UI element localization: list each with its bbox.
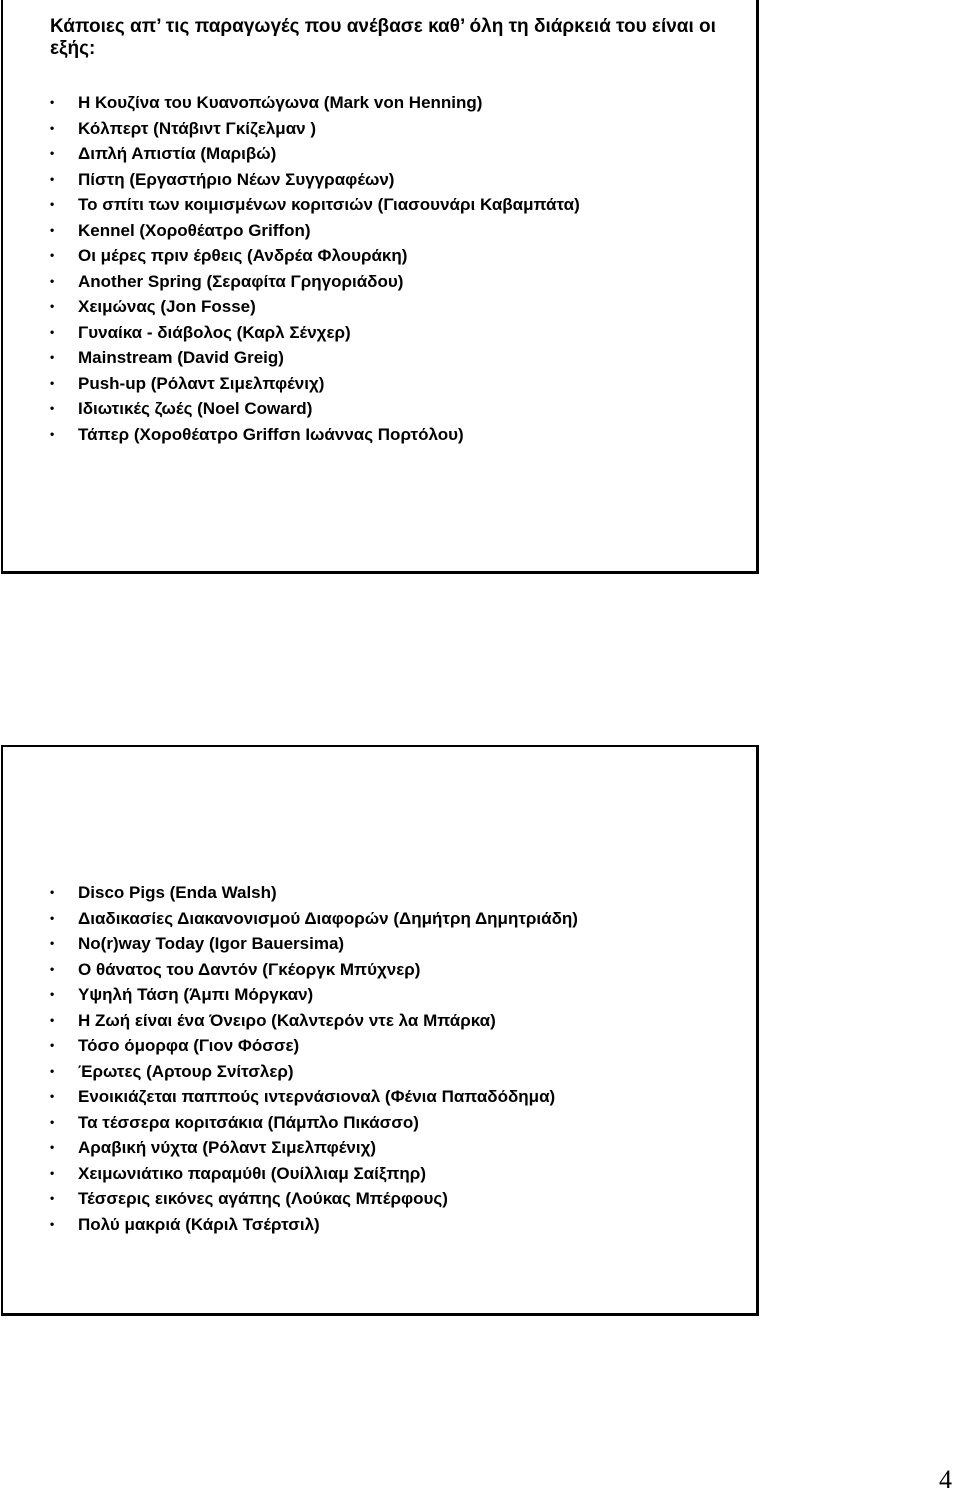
list-item — [50, 931, 578, 957]
bullet-icon: • — [50, 1038, 55, 1052]
list-item-text: Η Ζωή είναι ένα Όνειρο (Καλντερόν ντε λα Μπάρκα) — [78, 1010, 496, 1030]
bullet-icon: • — [50, 197, 55, 211]
bullet-icon: • — [50, 1191, 55, 1205]
list-item — [50, 90, 580, 116]
list-item — [50, 294, 580, 320]
list-item — [50, 422, 580, 448]
bullet-icon: • — [50, 1063, 55, 1078]
bullet-icon: • — [50, 1012, 55, 1027]
list-item — [50, 880, 578, 906]
list-item — [50, 345, 580, 371]
list-item-text: Ενοικιάζεται παππούς ιντερνάσιοναλ (Φένια Παπαδόδημα) — [78, 1087, 556, 1106]
bullet-icon: • — [50, 961, 55, 976]
bullet-icon: • — [50, 1140, 55, 1154]
list-item — [50, 192, 580, 218]
bullet-icon: • — [50, 95, 55, 109]
list-item-text: Χειμωνιάτικο παραμύθι (Ουίλλιαμ Σαίξπηρ) — [78, 1163, 426, 1183]
list-item — [50, 1008, 578, 1034]
list-item-text: Έρωτες (Αρτουρ Σνίτσλερ) — [78, 1061, 294, 1081]
list-item — [50, 982, 578, 1008]
list-item-text: Χειμώνας (Jon Fosse) — [78, 297, 256, 316]
bullet-icon: • — [50, 910, 55, 925]
list-item — [50, 396, 580, 422]
bullet-icon: • — [50, 273, 55, 288]
bullet-icon: • — [50, 299, 55, 313]
bullet-icon: • — [50, 222, 55, 237]
list-item-text: Πολύ μακριά (Κάριλ Τσέρτσιλ) — [78, 1214, 320, 1234]
list-item-text: Kennel (Χοροθέατρο Griffon) — [78, 220, 311, 240]
bullet-icon: • — [50, 120, 55, 135]
list-item — [50, 906, 578, 932]
bullet-icon: • — [50, 885, 55, 899]
list-item-text: Η Κουζίνα του Κυανοπώγωνα (Mark von Henning) — [78, 93, 483, 112]
productions-list — [50, 90, 580, 447]
list-item — [50, 1084, 578, 1110]
list-item-text: Ο θάνατος του Δαντόν (Γκέοργκ Μπύχνερ) — [78, 959, 421, 979]
bullet-icon: • — [50, 1089, 55, 1103]
bullet-icon: • — [50, 987, 55, 1001]
list-item — [50, 141, 580, 167]
list-item-text: Γυναίκα - διάβολος (Καρλ Σένχερ) — [78, 322, 351, 342]
bullet-icon: • — [50, 1165, 55, 1180]
bullet-icon: • — [50, 936, 55, 950]
list-item-text: Disco Pigs (Enda Walsh) — [78, 883, 277, 902]
bullet-icon: • — [50, 1216, 55, 1231]
list-item-text: Το σπίτι των κοιμισμένων κοριτσιών (Γιασουνάρι Καβαμπάτα) — [78, 195, 580, 214]
list-item — [50, 320, 580, 346]
list-item — [50, 1110, 578, 1136]
list-item — [50, 957, 578, 983]
list-item-text: Τάπερ (Χοροθέατρο Griffσn Ιωάννας Πορτόλου) — [78, 424, 464, 444]
bullet-icon: • — [50, 1114, 55, 1129]
bullet-icon: • — [50, 401, 55, 415]
bullet-icon: • — [50, 324, 55, 339]
slide-title: Κάποιες απ’ τις παραγωγές που ανέβασε καθ’ όλη τη διάρκειά του είναι οι εξής: — [50, 16, 716, 59]
list-item-text: Push-up (Ρόλαντ Σιμελπφένιχ) — [78, 373, 325, 393]
list-item — [50, 1033, 578, 1059]
bullet-icon: • — [50, 375, 55, 390]
bullet-icon: • — [50, 248, 55, 262]
list-item — [50, 243, 580, 269]
list-item-text: Mainstream (David Greig) — [78, 348, 284, 367]
list-item — [50, 1212, 578, 1238]
list-item — [50, 218, 580, 244]
list-item-text: Τέσσερις εικόνες αγάπης (Λούκας Μπέρφους) — [78, 1189, 448, 1208]
list-item — [50, 116, 580, 142]
list-item-text: Τόσο όμορφα (Γιον Φόσσε) — [78, 1036, 300, 1055]
productions-list — [50, 880, 578, 1237]
list-item-text: Διπλή Απιστία (Μαριβώ) — [78, 144, 277, 163]
list-item-text: Πίστη (Εργαστήριο Νέων Συγγραφέων) — [78, 169, 395, 189]
bullet-icon: • — [50, 350, 55, 364]
list-item — [50, 1186, 578, 1212]
list-item — [50, 371, 580, 397]
list-item-text: Διαδικασίες Διακανονισμού Διαφορών (Δημήτρη Δημητριάδη) — [78, 908, 578, 928]
list-item-text: Τα τέσσερα κοριτσάκια (Πάμπλο Πικάσσο) — [78, 1112, 419, 1132]
list-item-text: Υψηλή Τάση (Άμπι Μόργκαν) — [78, 985, 314, 1004]
list-item-text: Ιδιωτικές ζωές (Noel Coward) — [78, 399, 313, 418]
list-item — [50, 1161, 578, 1187]
bullet-icon: • — [50, 426, 55, 441]
list-item-text: No(r)way Today (Igor Bauersima) — [78, 934, 345, 953]
list-item-text: Αραβική νύχτα (Ρόλαντ Σιμελπφένιχ) — [78, 1138, 377, 1157]
list-item-text: Οι μέρες πριν έρθεις (Ανδρέα Φλουράκη) — [78, 246, 408, 265]
list-item — [50, 1135, 578, 1161]
list-item-text: Another Spring (Σεραφίτα Γρηγοριάδου) — [78, 271, 404, 291]
bullet-icon: • — [50, 171, 55, 186]
list-item-text: Κόλπερτ (Ντάβιντ Γκίζελμαν ) — [78, 118, 316, 138]
slide-2 — [1, 745, 759, 1316]
list-item — [50, 1059, 578, 1085]
bullet-icon: • — [50, 146, 55, 160]
slide-1 — [1, 0, 759, 574]
page-number: 4 — [939, 1465, 952, 1494]
list-item — [50, 269, 580, 295]
list-item — [50, 167, 580, 193]
